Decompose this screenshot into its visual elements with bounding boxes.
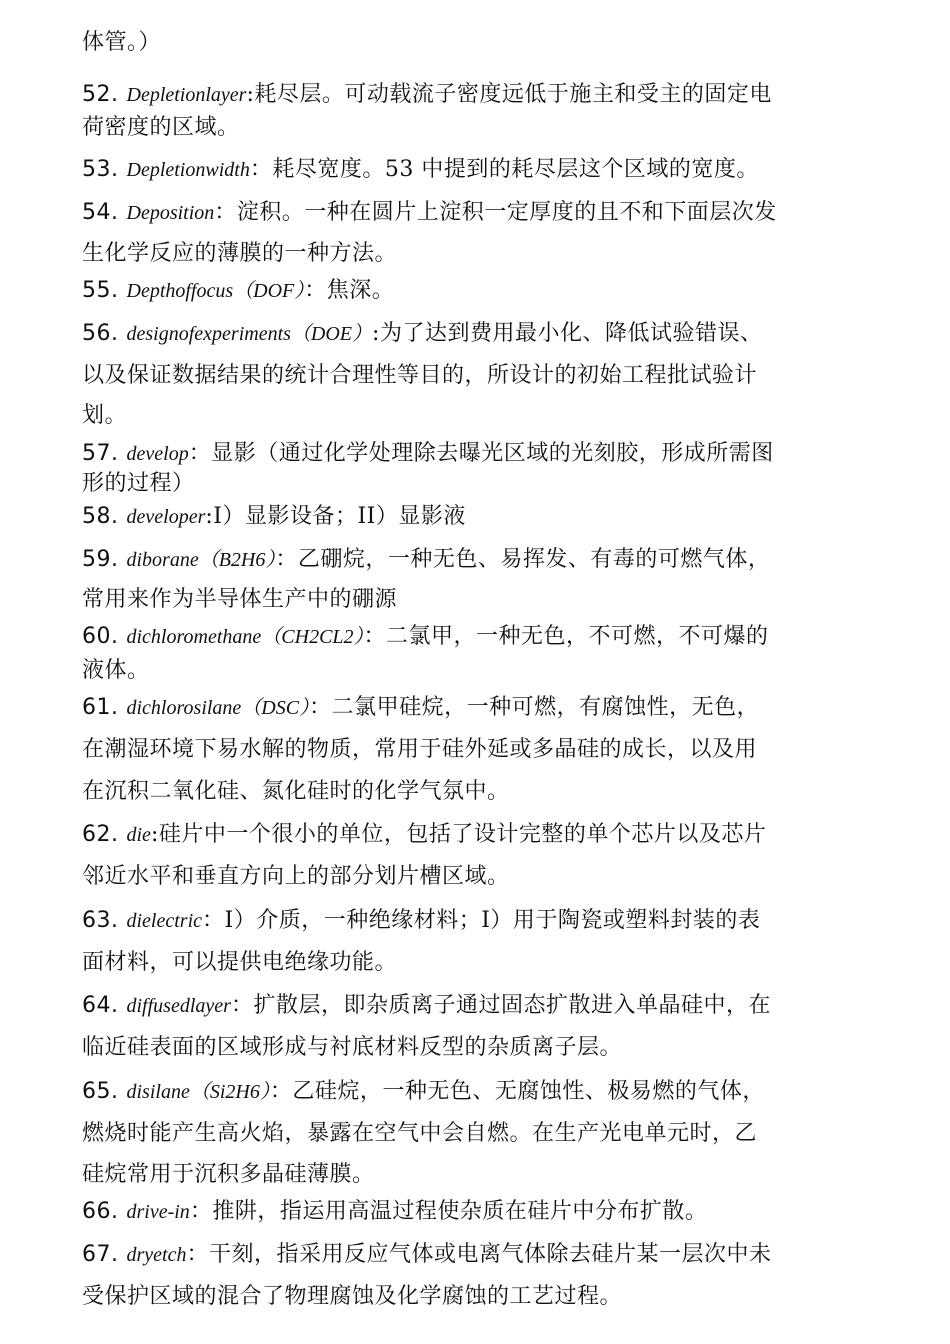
- text-line: 常用来作为半导体生产中的硼源: [82, 587, 398, 612]
- entry-term: disilane（Si2H6）: [126, 1081, 270, 1103]
- entry-term: Depletionlayer: [126, 84, 247, 106]
- glossary-entry-59: 59. diborane（B2H6）：乙硼烷，一种无色、易挥发、有毒的可燃气体，: [82, 547, 771, 572]
- entry-number: 62.: [82, 822, 119, 847]
- entry-number: 65.: [82, 1079, 119, 1104]
- entry-term: developer: [126, 506, 206, 528]
- entry-number: 56.: [82, 321, 119, 346]
- text-line: 体管。）: [82, 30, 162, 55]
- entry-number: 66.: [82, 1199, 119, 1224]
- text-line: 临近硅表面的区域形成与衬底材料反型的杂质离子层。: [82, 1035, 623, 1060]
- entry-number: 58.: [82, 504, 119, 529]
- entry-term: dichloromethane（CH2CL2）: [126, 626, 364, 648]
- text-line: 以及保证数据结果的统计合理性等目的，所设计的初始工程批试验计: [82, 363, 758, 388]
- entry-number: 67.: [82, 1242, 119, 1267]
- entry-number: 59.: [82, 547, 119, 572]
- entry-number: 63.: [82, 908, 119, 933]
- entry-term: die: [126, 824, 151, 846]
- entry-term: diffusedlayer: [126, 995, 231, 1017]
- entry-definition: 焦深。: [326, 278, 395, 303]
- glossary-entry-58: 58. developer:I）显影设备；II）显影液: [82, 504, 466, 529]
- glossary-entry-52: 52. Depletionlayer:耗尽层。可动载流子密度远低于施主和受主的固定电: [82, 82, 772, 107]
- glossary-entry-57: 57. develop：显影（通过化学处理除去曝光区域的光刻胶，形成所需图: [82, 441, 774, 466]
- entry-definition: 显影（通过化学处理除去曝光区域的光刻胶，形成所需图: [211, 441, 774, 466]
- text-line: 形的过程）: [82, 471, 195, 496]
- text-line: 受保护区域的混合了物理腐蚀及化学腐蚀的工艺过程。: [82, 1284, 623, 1309]
- entry-term: dichlorosilane（DSC）: [126, 697, 310, 719]
- entry-definition: 硅片中一个很小的单位，包括了设计完整的单个芯片以及芯片: [158, 822, 767, 847]
- glossary-entry-66: 66. drive-in：推阱，指运用高温过程使杂质在硅片中分布扩散。: [82, 1199, 708, 1224]
- entry-definition: 淀积。一种在圆片上淀积一定厚度的且不和下面层次发: [236, 200, 777, 225]
- glossary-entry-63: 63. dielectric：I）介质，一种绝缘材料；I）用于陶瓷或塑料封装的表: [82, 908, 761, 933]
- entry-term: dielectric: [126, 910, 203, 932]
- entry-definition: 扩散层，即杂质离子通过固态扩散进入单晶硅中，在: [253, 993, 771, 1018]
- glossary-entry-60: 60. dichloromethane（CH2CL2）：二氯甲，一种无色，不可燃，不可爆的: [82, 624, 769, 649]
- text-line: 荷密度的区域。: [82, 115, 240, 140]
- entry-definition: 为了达到费用最小化、降低试验错误、: [379, 321, 763, 346]
- text-line: 液体。: [82, 658, 150, 683]
- entry-term: Depletionwidth: [126, 159, 250, 181]
- entry-definition: 耗尽宽度。53 中提到的耗尽层这个区域的宽度。: [272, 157, 759, 182]
- entry-number: 64.: [82, 993, 119, 1018]
- text-line: 燃烧时能产生高火焰，暴露在空气中会自燃。在生产光电单元时，乙: [82, 1121, 758, 1146]
- entry-term: drive-in: [126, 1201, 190, 1223]
- glossary-entry-62: 62. die:硅片中一个很小的单位，包括了设计完整的单个芯片以及芯片: [82, 822, 767, 847]
- entry-number: 52.: [82, 82, 119, 107]
- entry-number: 54.: [82, 200, 119, 225]
- text-line: 划。: [82, 403, 128, 428]
- glossary-entry-67: 67. dryetch：干刻，指采用反应气体或电离气体除去硅片某一层次中未: [82, 1242, 772, 1267]
- entry-term: dryetch: [126, 1244, 187, 1266]
- text-line: 在沉积二氧化硅、氮化硅时的化学气氛中。: [82, 779, 510, 804]
- glossary-entry-53: 53. Depletionwidth：耗尽宽度。53 中提到的耗尽层这个区域的宽度。: [82, 157, 759, 182]
- entry-definition: 推阱，指运用高温过程使杂质在硅片中分布扩散。: [212, 1199, 708, 1224]
- entry-definition: 二氯甲，一种无色，不可燃，不可爆的: [386, 624, 769, 649]
- glossary-entry-54: 54. Deposition：淀积。一种在圆片上淀积一定厚度的且不和下面层次发: [82, 200, 777, 225]
- text-line: 在潮湿环境下易水解的物质，常用于硅外延或多晶硅的成长，以及用: [82, 737, 758, 762]
- entry-term: diborane（B2H6）: [126, 549, 276, 571]
- entry-term: Deposition: [126, 202, 215, 224]
- entry-definition: 二氯甲硅烷，一种可燃，有腐蚀性，无色，: [331, 695, 760, 720]
- entry-term: designofexperiments（DOE）: [126, 323, 373, 345]
- text-line: 邻近水平和垂直方向上的部分划片槽区域。: [82, 864, 510, 889]
- entry-definition: 乙硅烷，一种无色、无腐蚀性、极易燃的气体，: [292, 1079, 765, 1104]
- entry-number: 55.: [82, 278, 119, 303]
- entry-definition: 干刻，指采用反应气体或电离气体除去硅片某一层次中未: [209, 1242, 772, 1267]
- entry-number: 57.: [82, 441, 119, 466]
- entry-number: 53.: [82, 157, 119, 182]
- glossary-entry-55: 55. Depthoffocus（DOF）：焦深。: [82, 278, 395, 303]
- entry-definition: I）显影设备；II）显影液: [213, 504, 466, 529]
- entry-term: develop: [126, 443, 189, 465]
- text-line: 生化学反应的薄膜的一种方法。: [82, 241, 398, 266]
- entry-definition: 耗尽层。可动载流子密度远低于施主和受主的固定电: [254, 82, 772, 107]
- text-line: 面材料，可以提供电绝缘功能。: [82, 950, 398, 975]
- glossary-entry-64: 64. diffusedlayer：扩散层，即杂质离子通过固态扩散进入单晶硅中，在: [82, 993, 771, 1018]
- glossary-entry-61: 61. dichlorosilane（DSC）：二氯甲硅烷，一种可燃，有腐蚀性，无色，: [82, 695, 760, 720]
- entry-number: 61.: [82, 695, 119, 720]
- text-line: 硅烷常用于沉积多晶硅薄膜。: [82, 1162, 375, 1187]
- entry-number: 60.: [82, 624, 119, 649]
- entry-term: Depthoffocus（DOF）: [126, 280, 305, 302]
- glossary-entry-56: 56. designofexperiments（DOE）:为了达到费用最小化、降低试验错误、: [82, 321, 763, 346]
- entry-definition: 乙硼烷，一种无色、易挥发、有毒的可燃气体，: [297, 547, 771, 572]
- glossary-entry-65: 65. disilane（Si2H6）：乙硅烷，一种无色、无腐蚀性、极易燃的气体，: [82, 1079, 765, 1104]
- entry-definition: I）介质，一种绝缘材料；I）用于陶瓷或塑料封装的表: [224, 908, 761, 933]
